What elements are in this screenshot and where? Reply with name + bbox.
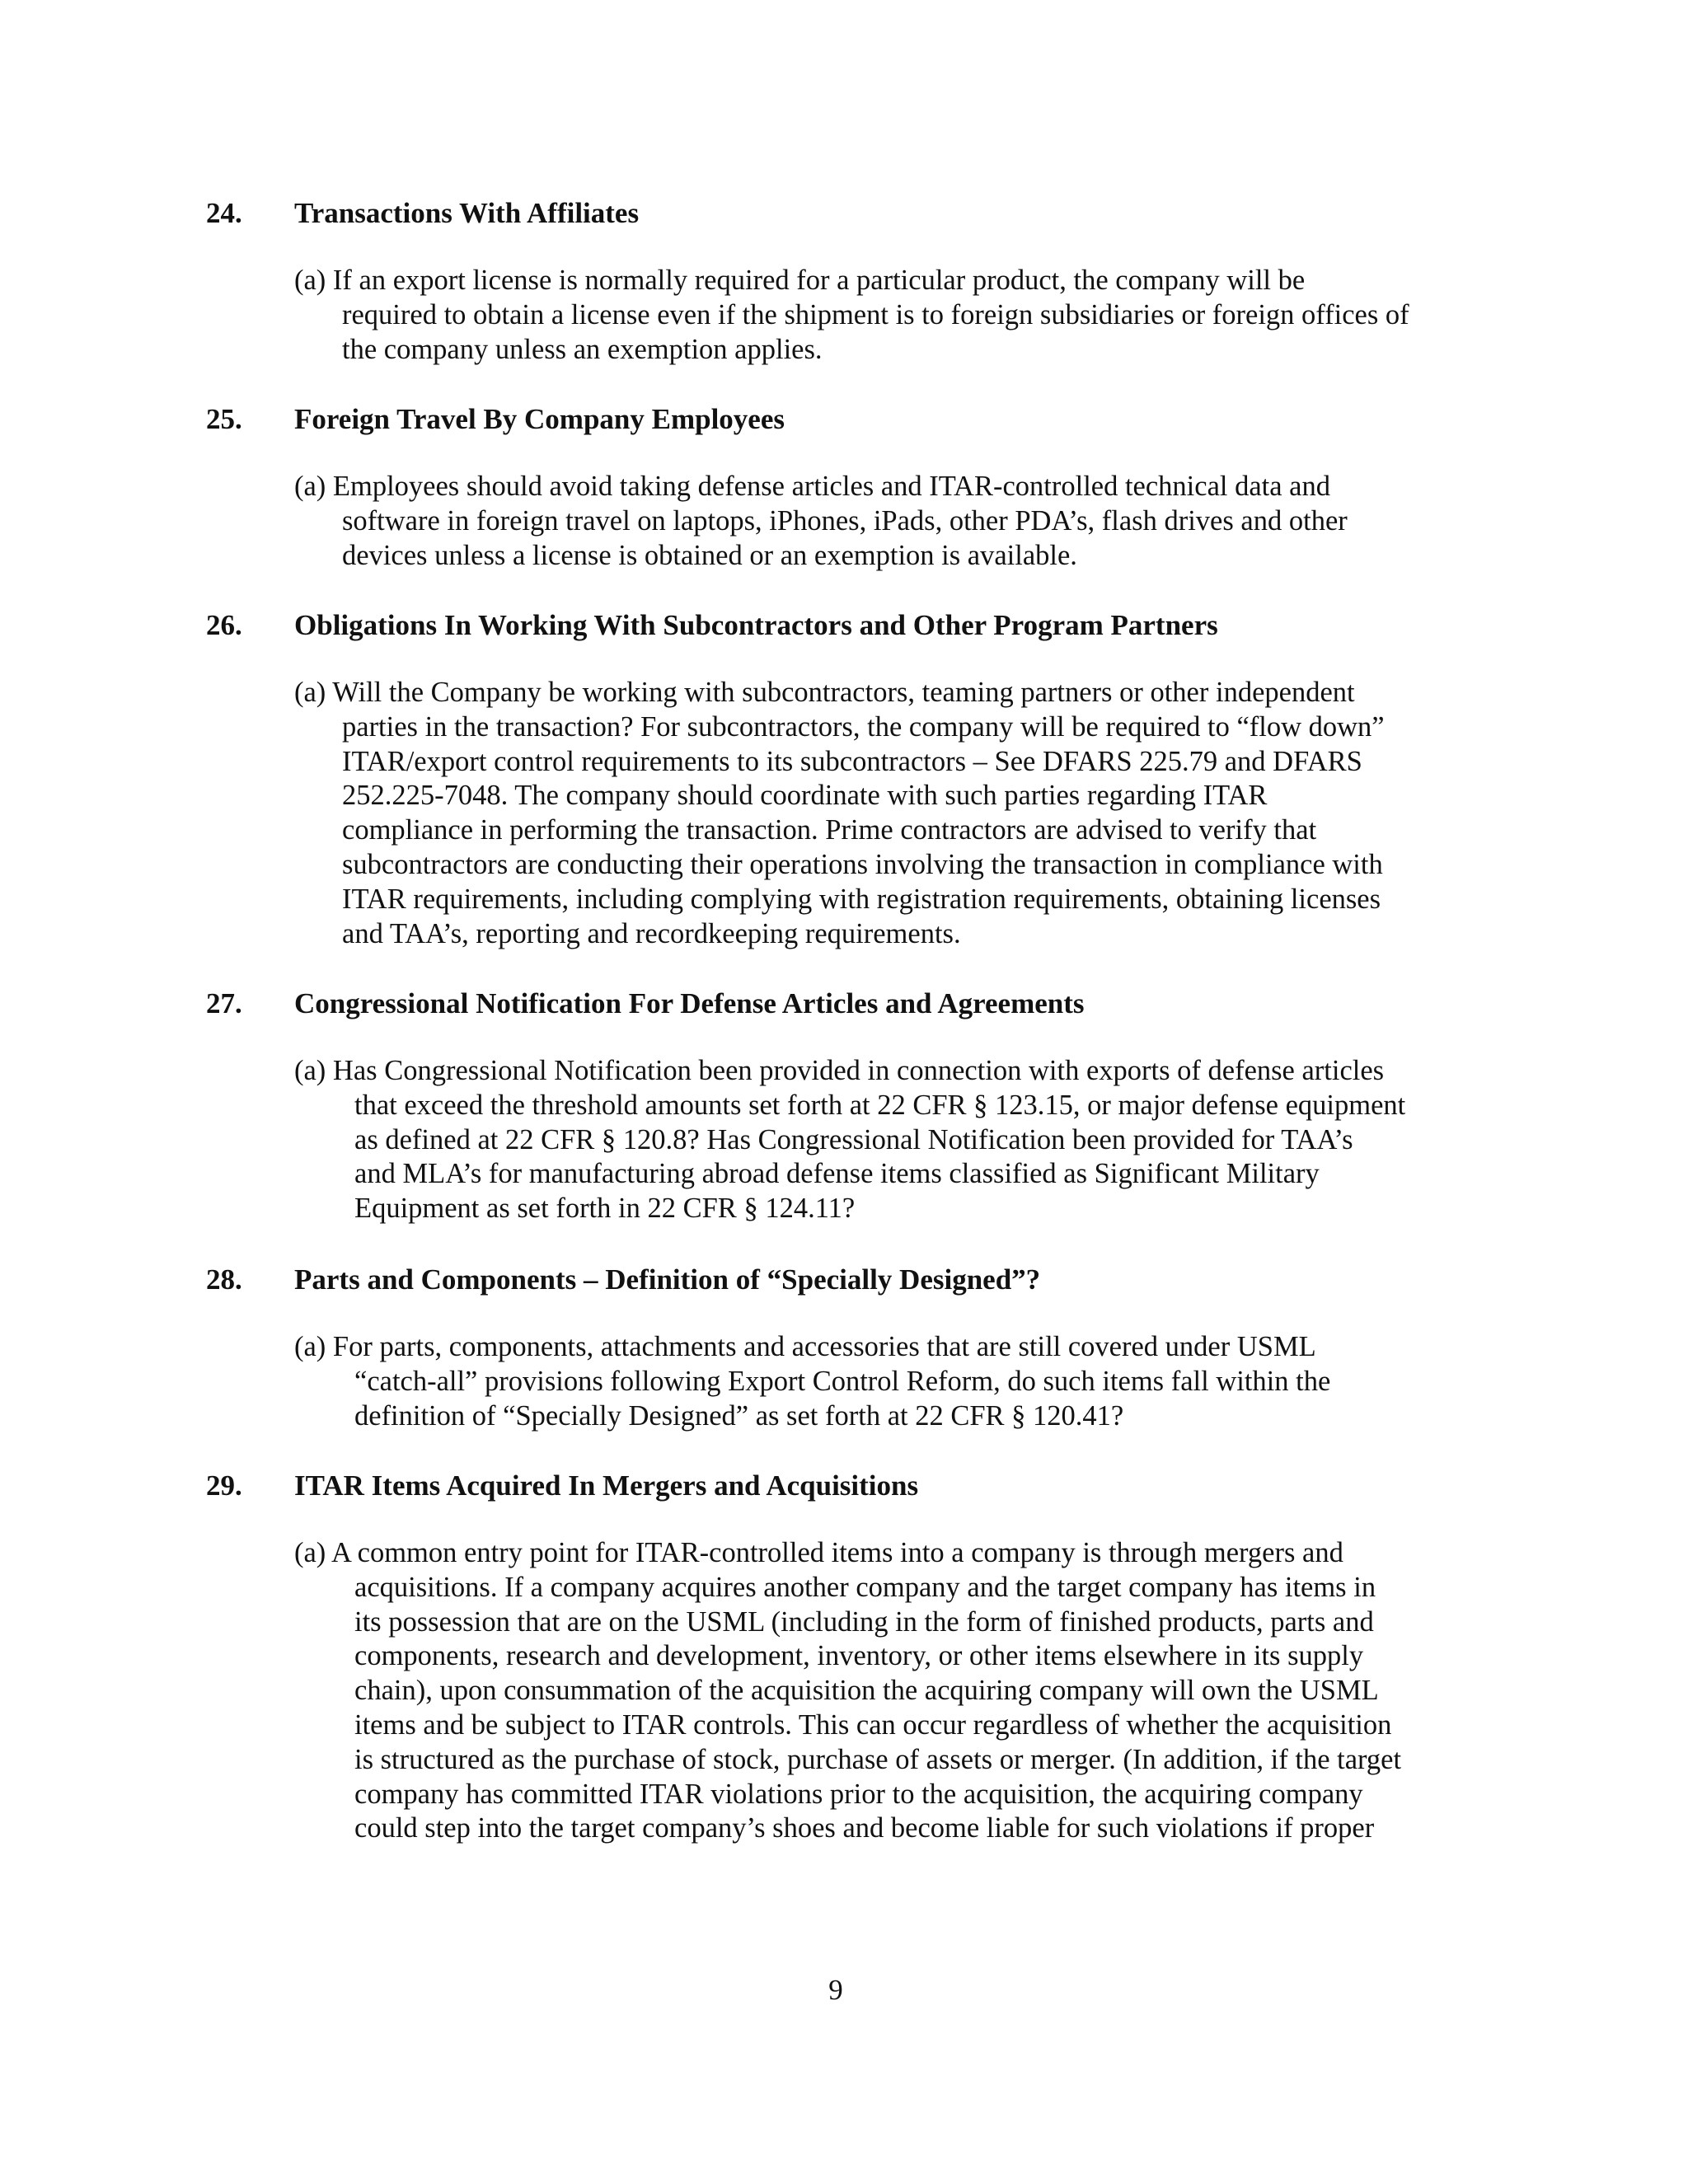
paragraph-line: devices unless a license is obtained or an exemption is available. <box>342 539 1077 571</box>
paragraph-line: (a) Has Congressional Notification been provided in connection with exports of defense articles <box>294 1055 1385 1086</box>
paragraph-line: is structured as the purchase of stock, purchase of assets or merger. (In addition, if the target <box>354 1743 1402 1775</box>
page-number: 9 <box>828 1974 843 2006</box>
paragraph-line: company has committed ITAR violations prior to the acquisition, the acquiring company <box>354 1778 1363 1810</box>
section-title: Transactions With Affiliates <box>294 197 640 229</box>
section-heading <box>0 1263 1688 1304</box>
paragraph-line: and MLA’s for manufacturing abroad defense items classified as Significant Military <box>354 1158 1320 1190</box>
paragraph-line: that exceed the threshold amounts set forth at 22 CFR § 123.15, or major defense equipment <box>354 1089 1406 1121</box>
section-number: 28. <box>206 1263 242 1296</box>
section-title: Obligations In Working With Subcontractors and Other Program Partners <box>294 609 1218 641</box>
paragraph-line: 252.225-7048. The company should coordinate with such parties regarding ITAR <box>342 780 1268 812</box>
section-paragraph <box>294 264 1409 367</box>
paragraph-line: ITAR/export control requirements to its subcontractors – See DFARS 225.79 and DFARS <box>342 745 1362 777</box>
section-paragraph <box>294 1536 1401 1846</box>
paragraph-line: “catch-all” provisions following Export Control Reform, do such items fall within the <box>354 1365 1331 1397</box>
section-title: ITAR Items Acquired In Mergers and Acquisitions <box>294 1469 919 1502</box>
section-paragraph <box>294 676 1385 951</box>
section-title: Congressional Notification For Defense Articles and Agreements <box>294 987 1085 1019</box>
section-number: 26. <box>206 609 242 641</box>
paragraph-line: and TAA’s, reporting and recordkeeping requirements. <box>342 917 961 949</box>
paragraph-line: acquisitions. If a company acquires another company and the target company has items in <box>354 1571 1376 1603</box>
paragraph-line: as defined at 22 CFR § 120.8? Has Congressional Notification been provided for TAA’s <box>354 1123 1353 1155</box>
paragraph-line: Equipment as set forth in 22 CFR § 124.11? <box>354 1193 856 1225</box>
paragraph-line: definition of “Specially Designed” as set forth at 22 CFR § 120.41? <box>354 1399 1124 1432</box>
paragraph-line: (a) A common entry point for ITAR-controlled items into a company is through mergers and <box>294 1537 1343 1568</box>
paragraph-line: parties in the transaction? For subcontractors, the company will be required to “flow down” <box>342 710 1385 743</box>
paragraph-line: ITAR requirements, including complying with registration requirements, obtaining licenses <box>342 883 1381 915</box>
paragraph-line: subcontractors are conducting their operations involving the transaction in compliance with <box>342 848 1383 880</box>
section-heading <box>0 987 1688 1028</box>
section-paragraph <box>294 470 1348 573</box>
paragraph-line: components, research and development, inventory, or other items elsewhere in its supply <box>354 1640 1364 1672</box>
paragraph-line: items and be subject to ITAR controls. This can occur regardless of whether the acquisition <box>354 1708 1392 1741</box>
section-heading <box>0 1469 1688 1510</box>
section-number: 24. <box>206 197 242 229</box>
section-title: Foreign Travel By Company Employees <box>294 403 785 435</box>
section-heading <box>0 608 1688 649</box>
paragraph-line: software in foreign travel on laptops, iPhones, iPads, other PDA’s, flash drives and other <box>342 504 1348 537</box>
section-paragraph <box>294 1330 1330 1433</box>
paragraph-line: (a) If an export license is normally required for a particular product, the company will be <box>294 265 1306 296</box>
paragraph-line: could step into the target company’s shoes and become liable for such violations if proper <box>354 1812 1375 1844</box>
paragraph-line: chain), upon consummation of the acquisition the acquiring company will own the USML <box>354 1675 1379 1707</box>
section-heading <box>0 402 1688 443</box>
section-paragraph <box>294 1054 1405 1226</box>
paragraph-line: required to obtain a license even if the shipment is to foreign subsidiaries or foreign offices of <box>342 298 1409 330</box>
section-number: 25. <box>206 403 242 435</box>
paragraph-line: its possession that are on the USML (including in the form of finished products, parts and <box>354 1605 1374 1638</box>
section-heading <box>0 196 1688 237</box>
paragraph-line: the company unless an exemption applies. <box>342 333 823 365</box>
section-number: 29. <box>206 1469 242 1502</box>
paragraph-line: (a) Employees should avoid taking defense articles and ITAR-controlled technical data and <box>294 471 1330 502</box>
paragraph-line: (a) Will the Company be working with subcontractors, teaming partners or other independent <box>294 677 1355 708</box>
section-title: Parts and Components – Definition of “Specially Designed”? <box>294 1263 1041 1296</box>
paragraph-line: (a) For parts, components, attachments and accessories that are still covered under USML <box>294 1331 1316 1362</box>
section-number: 27. <box>206 987 242 1019</box>
paragraph-line: compliance in performing the transaction. Prime contractors are advised to verify that <box>342 814 1317 846</box>
